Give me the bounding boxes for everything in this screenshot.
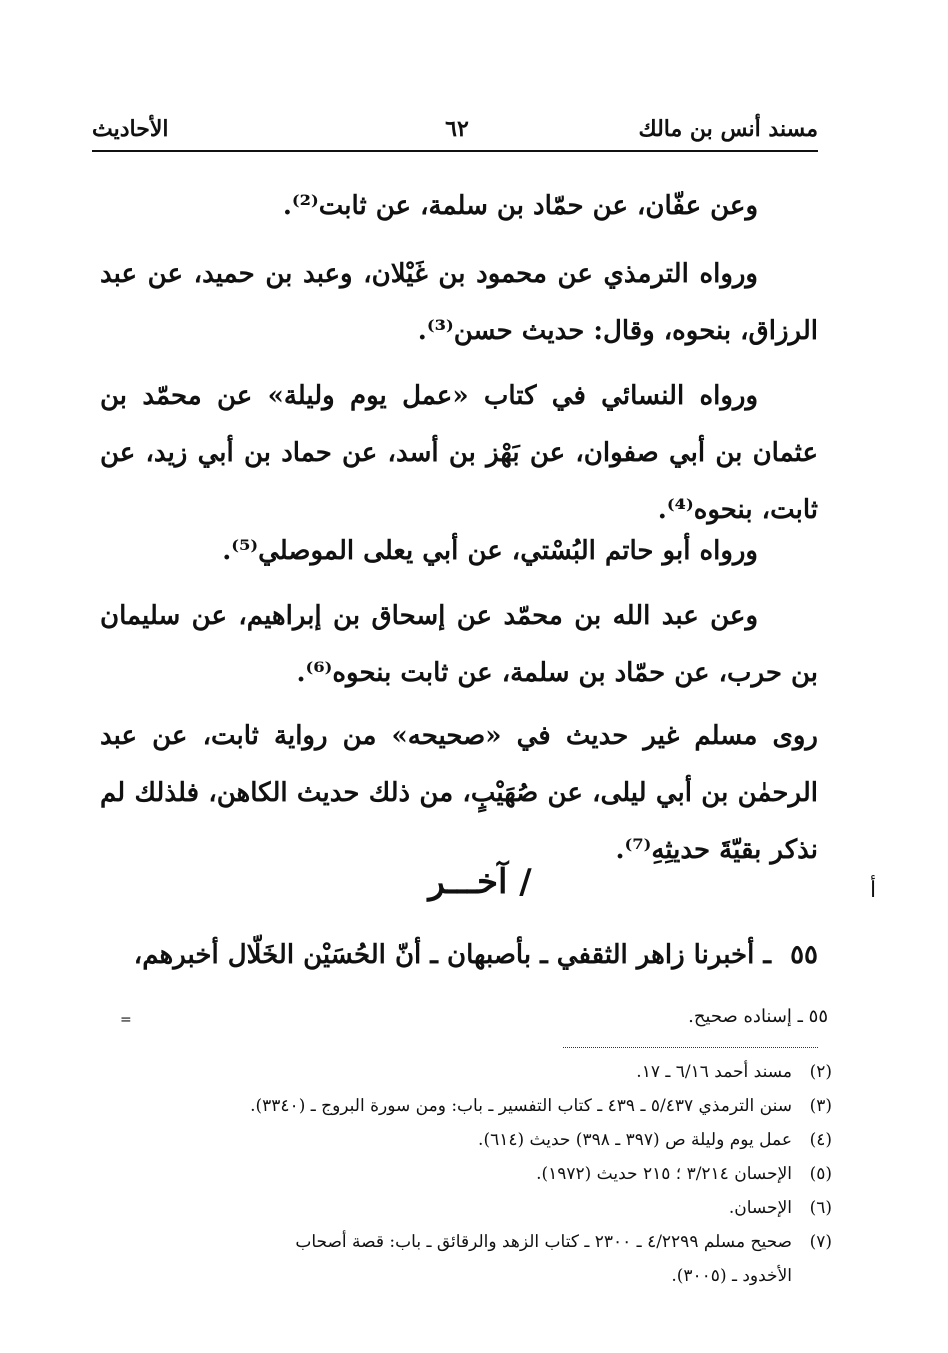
paragraph: ورواه أبو حاتم البُسْتي، عن أبي يعلى الموصلي⁽⁵⁾. bbox=[222, 536, 758, 566]
footnote bbox=[100, 1225, 832, 1259]
footnote-text: عمل يوم وليلة ص (٣٩٧ ـ ٣٩٨) حديث (٦١٤). bbox=[478, 1130, 792, 1150]
hadith-text: ـ أخبرنا زاهر الثقفي ـ بأصبهان ـ أنّ الحُسَيْن الخَلّال أخبرهم، bbox=[133, 940, 771, 970]
footnote bbox=[100, 1089, 832, 1123]
paragraph: وعن عفّان، عن حمّاد بن سلمة، عن ثابت⁽²⁾. bbox=[282, 191, 758, 221]
book-title: مسند أنس بن مالك bbox=[638, 116, 818, 142]
margin-note: أ bbox=[870, 878, 877, 903]
footnote bbox=[100, 1191, 832, 1225]
footnote bbox=[100, 1157, 832, 1191]
footnote-continuation: الأخدود ـ (٣٠٠٥). bbox=[671, 1266, 792, 1286]
isnad-note: ٥٥ ـ إسناده صحيح. bbox=[688, 1006, 828, 1027]
footnote-number: (٤) bbox=[809, 1130, 832, 1150]
section-title: الأحاديث bbox=[92, 116, 169, 142]
footnote bbox=[100, 1055, 832, 1089]
footnote-separator bbox=[563, 1047, 818, 1048]
paragraph: ورواه الترمذي عن محمود بن غَيْلان، وعبد بن حميد، عن عبد الرزاق، بنحوه، وقال: حديث حسن⁽³⁾. bbox=[100, 259, 818, 346]
page-number: ٦٢ bbox=[445, 116, 469, 142]
running-header bbox=[92, 112, 818, 152]
paragraph: ورواه النسائي في كتاب «عمل يوم وليلة» عن محمّد بن عثمان بن أبي صفوان، عن بَهْز بن أسد، عن حماد بن أبي زيد، عن ثابت، بنحوه⁽⁴⁾. bbox=[100, 381, 818, 525]
hadith-number: ٥٥ bbox=[790, 940, 818, 970]
footnote-text: صحيح مسلم ٤/٢٢٩٩ ـ ٢٣٠٠ ـ كتاب الزهد والرقائق ـ باب: قصة أصحاب bbox=[295, 1232, 792, 1252]
hadith-opening bbox=[100, 930, 818, 980]
footnote-text: الإحسان. bbox=[728, 1198, 792, 1218]
footnotes bbox=[100, 1055, 832, 1293]
continuation-mark: = bbox=[120, 1012, 132, 1028]
footnote-text: مسند أحمد ٦/١٦ ـ ١٧. bbox=[636, 1062, 792, 1082]
footnote-number: (٥) bbox=[809, 1164, 832, 1184]
footnote-text: سنن الترمذي ٥/٤٣٧ ـ ٤٣٩ ـ كتاب التفسير ـ باب: ومن سورة البروج ـ (٣٣٤٠). bbox=[250, 1096, 792, 1116]
footnote-text: الإحسان ٣/٢١٤ ؛ ٢١٥ حديث (١٩٧٢). bbox=[536, 1164, 792, 1184]
footnote-number: (٢) bbox=[809, 1062, 832, 1082]
footnote-number: (٦) bbox=[809, 1198, 832, 1218]
footnote bbox=[100, 1123, 832, 1157]
paragraph: روى مسلم غير حديث في «صحيحه» من رواية ثابت، عن عبد الرحمٰن بن أبي ليلى، عن صُهَيْبٍ، من ذلك حديث الكاهن، فلذلك لم نذكر بقيّةَ حديثِهِ⁽⁷⁾. bbox=[100, 721, 818, 865]
footnote-number: (٣) bbox=[809, 1096, 832, 1116]
section-heading: / آخـــر bbox=[428, 862, 532, 902]
paragraph: وعن عبد الله بن محمّد عن إسحاق بن إبراهيم، عن سليمان بن حرب، عن حمّاد بن سلمة، عن ثابت بنحوه⁽⁶⁾. bbox=[100, 601, 818, 688]
footnote-number: (٧) bbox=[809, 1232, 832, 1252]
